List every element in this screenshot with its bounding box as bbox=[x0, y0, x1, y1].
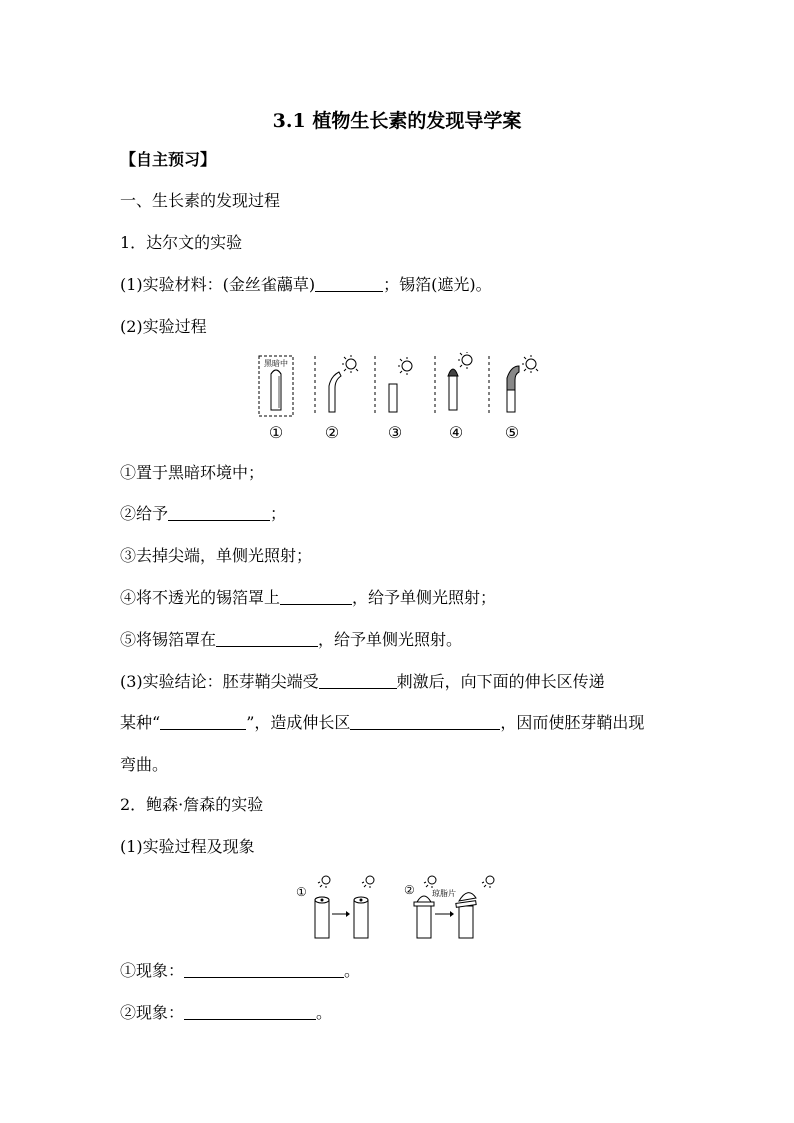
phenomenon-2 bbox=[120, 1003, 332, 1023]
conclusion-text-b: 刺激后，向下面的伸长区传递 bbox=[396, 672, 605, 691]
answer-blank[interactable] bbox=[216, 630, 318, 647]
figure-number: ④ bbox=[448, 423, 464, 442]
agar-block bbox=[414, 902, 434, 906]
sun-icon bbox=[522, 355, 538, 373]
darwin-figure bbox=[255, 352, 555, 442]
phenomenon-1 bbox=[120, 961, 360, 981]
step-2 bbox=[120, 504, 286, 524]
answer-blank[interactable] bbox=[184, 1003, 316, 1020]
material-text-b: ；锡箔(遮光)。 bbox=[383, 275, 492, 294]
step-5-text-a: ⑤将锡箔罩在 bbox=[120, 630, 217, 649]
figure-number: ② bbox=[324, 423, 340, 442]
figure-number: ② bbox=[404, 883, 415, 897]
sun-icon bbox=[318, 876, 330, 888]
coleoptile bbox=[417, 906, 431, 938]
sun-icon bbox=[458, 352, 472, 369]
darwin-heading: 1．达尔文的实验 bbox=[120, 233, 243, 252]
conclusion-line-2 bbox=[120, 713, 644, 733]
page-title: 3.1 植物生长素的发现导学案 bbox=[272, 110, 522, 132]
sun-icon bbox=[482, 876, 494, 888]
coleoptile bbox=[449, 374, 457, 410]
conclusion-line-1 bbox=[120, 672, 605, 692]
conclusion-text-d: ”，造成伸长区 bbox=[246, 713, 351, 732]
figure-number: ① bbox=[296, 885, 307, 899]
step-2-text-a: ②给予 bbox=[120, 504, 169, 523]
figure-number: ⑤ bbox=[504, 423, 520, 442]
conclusion-line-3: 弯曲。 bbox=[120, 755, 169, 774]
bent-coleoptile bbox=[329, 372, 341, 412]
coleoptile bbox=[459, 906, 473, 938]
sun-icon bbox=[424, 876, 436, 888]
part-heading: 一、生长素的发现过程 bbox=[120, 191, 281, 210]
coleoptile-tip bbox=[459, 893, 476, 901]
figure-number: ③ bbox=[387, 423, 403, 442]
sun-icon bbox=[398, 357, 412, 375]
boysen-process: (1)实验过程及现象 bbox=[120, 837, 255, 856]
period: 。 bbox=[344, 961, 361, 980]
step-4-text-a: ④将不透光的锡箔罩上 bbox=[120, 588, 281, 607]
step-1: ①置于黑暗环境中； bbox=[120, 463, 265, 482]
conclusion-text-a: (3)实验结论：胚芽鞘尖端受 bbox=[120, 672, 319, 691]
phenomenon-1-label: ①现象： bbox=[120, 961, 185, 980]
sun-icon bbox=[342, 355, 358, 373]
material-line bbox=[120, 275, 492, 295]
step-2-text-b: ； bbox=[270, 504, 287, 523]
boysen-figure bbox=[292, 868, 512, 943]
conclusion-text-e: ，因而使胚芽鞘出现 bbox=[500, 713, 645, 732]
material-text-a: (1)实验材料：(金丝雀虉草) bbox=[120, 275, 316, 294]
step-3: ③去掉尖端，单侧光照射； bbox=[120, 546, 313, 565]
period: 。 bbox=[316, 1003, 333, 1022]
answer-blank[interactable] bbox=[315, 275, 383, 292]
answer-blank[interactable] bbox=[350, 713, 500, 730]
step-4-text-b: ，给予单侧光照射； bbox=[352, 588, 497, 607]
figure-number: ① bbox=[268, 423, 284, 442]
foil-sleeve bbox=[507, 366, 519, 390]
phenomenon-2-label: ②现象： bbox=[120, 1003, 185, 1022]
foil-cap bbox=[448, 369, 458, 376]
dark-label: 黑暗中 bbox=[264, 359, 288, 368]
answer-blank[interactable] bbox=[160, 713, 246, 730]
coleoptile bbox=[507, 390, 515, 412]
conclusion-text-c: 某种“ bbox=[120, 713, 161, 732]
step-5-text-b: ，给予单侧光照射。 bbox=[318, 630, 463, 649]
answer-blank[interactable] bbox=[168, 504, 270, 521]
decapitated-coleoptile bbox=[354, 900, 368, 938]
decapitated-coleoptile bbox=[315, 900, 329, 938]
answer-blank[interactable] bbox=[319, 672, 397, 689]
answer-blank[interactable] bbox=[280, 588, 352, 605]
step-4 bbox=[120, 588, 496, 608]
boysen-heading: 2．鲍森·詹森的实验 bbox=[120, 795, 264, 814]
process-heading: (2)实验过程 bbox=[120, 317, 207, 336]
step-5 bbox=[120, 630, 462, 650]
decapitated-coleoptile bbox=[389, 384, 397, 412]
sun-icon bbox=[362, 876, 374, 888]
section-heading: 【自主预习】 bbox=[120, 150, 217, 169]
coleoptile-tip bbox=[417, 896, 431, 902]
agar-label: 琼脂片 bbox=[432, 889, 456, 898]
answer-blank[interactable] bbox=[184, 961, 344, 978]
